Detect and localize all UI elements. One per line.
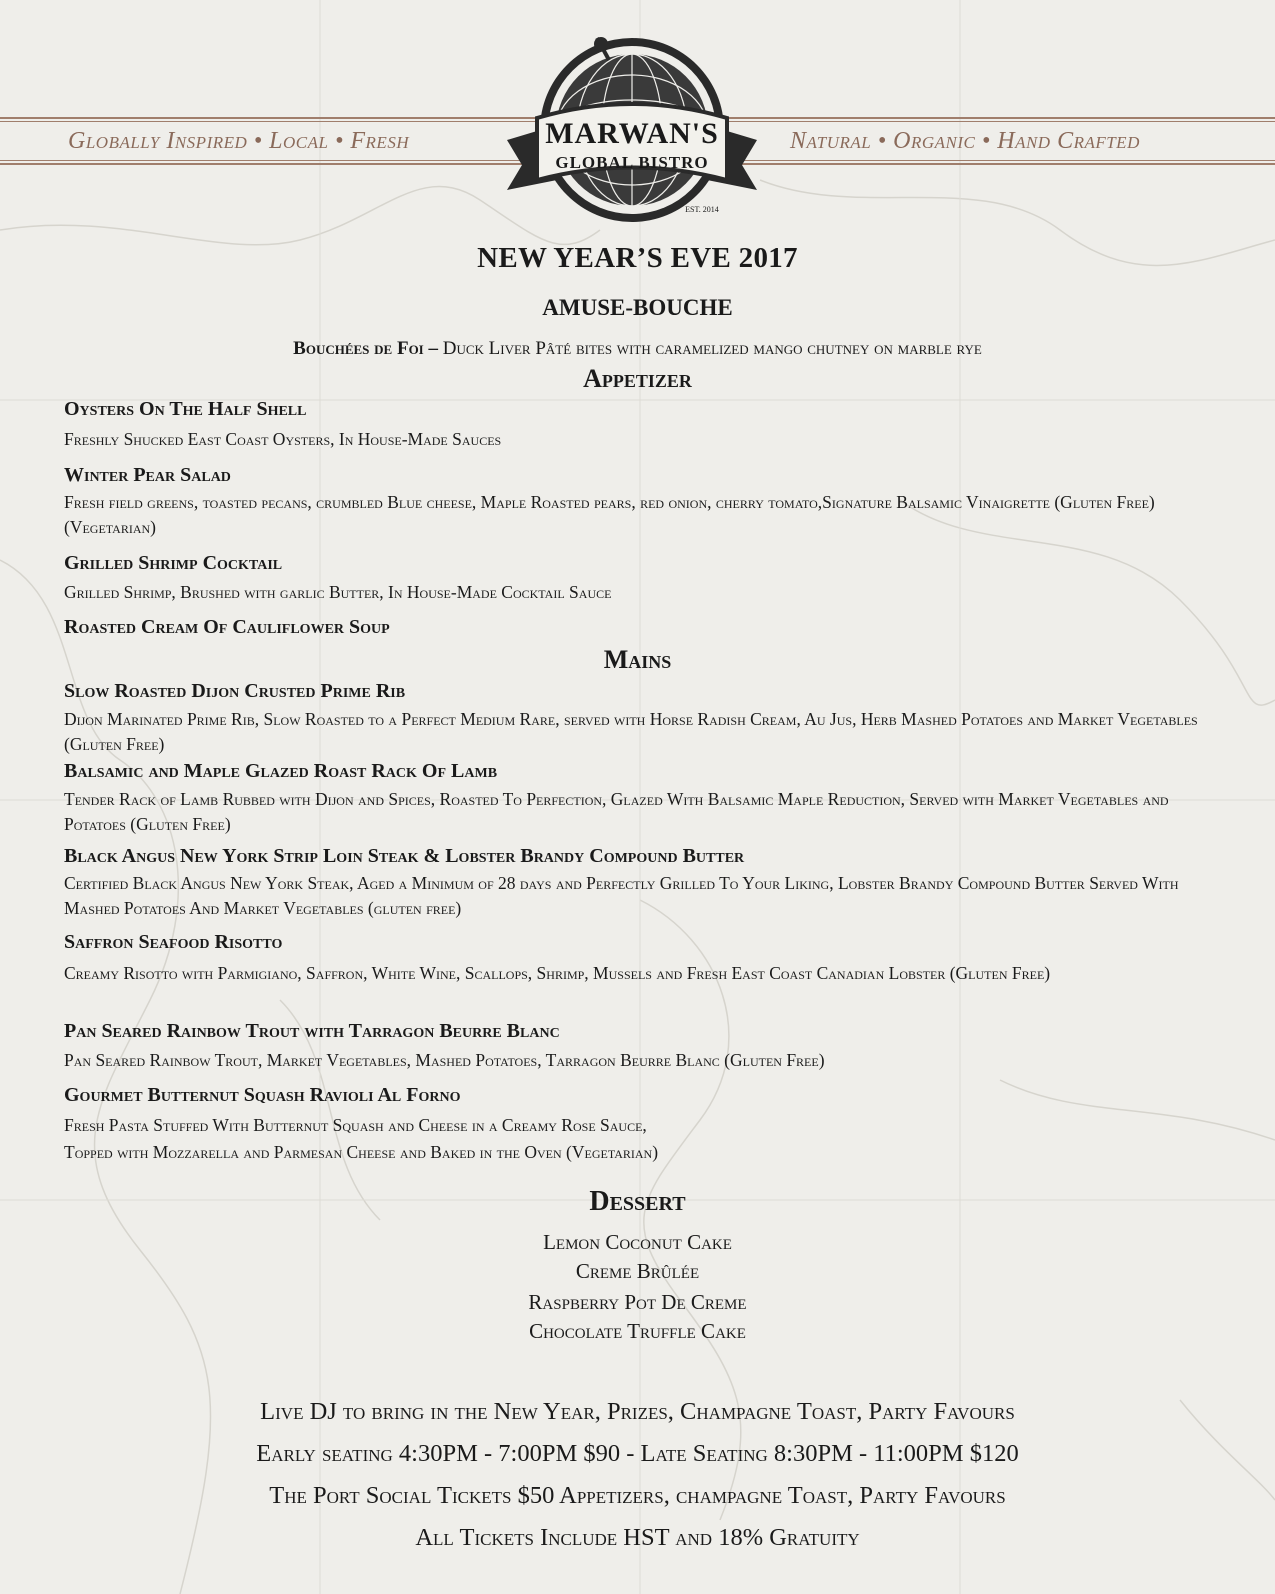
footer-events: Live DJ to bring in the New Year, Prizes, Champagne Toast, Party Favours	[260, 1398, 1015, 1425]
menu-item-name: Grilled Shrimp Cocktail	[64, 552, 283, 574]
menu-item-description-line1: Fresh Pasta Stuffed With Butternut Squash and Cheese in a Creamy Rose Sauce,	[64, 1115, 647, 1135]
dessert-item: Chocolate Truffle Cake	[529, 1319, 746, 1343]
page-title: NEW YEAR’S EVE 2017	[477, 242, 798, 274]
tagline-left: Globally Inspired • Local • Fresh	[68, 128, 410, 154]
amuse-item-name: Bouchées de Foi	[293, 338, 424, 359]
dessert-item: Creme Brûlée	[575, 1259, 700, 1283]
menu-item-description: Freshly Shucked East Coast Oysters, In House-Made Sauces	[64, 429, 502, 449]
menu-item-name: Gourmet Butternut Squash Ravioli Al Forno	[64, 1084, 461, 1106]
footer-tickets: All Tickets Include HST and 18% Gratuity	[415, 1524, 860, 1551]
menu-item-name: Black Angus New York Strip Loin Steak & Lobster Brandy Compound Butter	[64, 845, 745, 867]
dessert-heading: Dessert	[589, 1186, 686, 1217]
appetizer-heading: Appetizer	[583, 364, 692, 393]
menu-item-description: Grilled Shrimp, Brushed with garlic Butter, In House-Made Cocktail Sauce	[64, 582, 612, 602]
menu-item-description: Creamy Risotto with Parmigiano, Saffron, White Wine, Scallops, Shrimp, Mussels and Fresh East Coast Canadian Lobster (Gluten Free)	[64, 963, 1051, 983]
menu-item-name: Roasted Cream Of Cauliflower Soup	[64, 616, 390, 638]
menu-item-name: Pan Seared Rainbow Trout with Tarragon Beurre Blanc	[64, 1020, 560, 1042]
menu-item-description: Pan Seared Rainbow Trout, Market Vegetables, Mashed Potatoes, Tarragon Beurre Blanc (Gluten Free)	[64, 1050, 825, 1070]
tagline-right: Natural • Organic • Hand Crafted	[790, 128, 1140, 154]
footer-seating: Early seating 4:30PM - 7:00PM $90 - Late Seating 8:30PM - 11:00PM $120	[256, 1440, 1019, 1467]
amuse-item	[0, 338, 1275, 360]
dessert-item: Raspberry Pot De Creme	[528, 1290, 747, 1314]
mains-heading: Mains	[603, 645, 672, 674]
amuse-heading: AMUSE-BOUCHE	[542, 295, 733, 320]
menu-item-description: Fresh field greens, toasted pecans, crumbled Blue cheese, Maple Roasted pears, red onion, cherry tomato,Signature Balsamic Vinaigrette (Gluten Free) (Vegetarian)	[64, 492, 1155, 537]
menu-item-description: Certified Black Angus New York Steak, Aged a Minimum of 28 days and Perfectly Grilled To Your Liking, Lobster Brandy Compound Butter Served With Mashed Potatoes And Market Vegetables (gluten free)	[64, 873, 1179, 918]
bistro-logo	[497, 30, 767, 240]
menu-item-name: Slow Roasted Dijon Crusted Prime Rib	[64, 680, 406, 702]
menu-item-name: Oysters On The Half Shell	[64, 398, 307, 420]
menu-item-name: Winter Pear Salad	[64, 464, 231, 486]
amuse-item-description: Duck Liver Pâté bites with caramelized mango chutney on marble rye	[442, 338, 982, 359]
dessert-item: Lemon Coconut Cake	[543, 1230, 732, 1254]
logo-est: EST. 2014	[685, 205, 719, 214]
menu-item-description: Dijon Marinated Prime Rib, Slow Roasted to a Perfect Medium Rare, served with Horse Radish Cream, Au Jus, Herb Mashed Potatoes and Market Vegetables (Gluten Free)	[64, 709, 1198, 754]
logo-name: MARWAN'S	[545, 117, 719, 150]
menu-item-name: Saffron Seafood Risotto	[64, 931, 283, 953]
menu-item-description: Tender Rack of Lamb Rubbed with Dijon and Spices, Roasted To Perfection, Glazed With Balsamic Maple Reduction, Served with Market Vegetables and Potatoes (Gluten Free)	[64, 789, 1169, 834]
amuse-separator: –	[423, 338, 443, 359]
footer-port-social: The Port Social Tickets $50 Appetizers, champagne Toast, Party Favours	[269, 1482, 1006, 1509]
menu-item-description-line2: Topped with Mozzarella and Parmesan Cheese and Baked in the Oven (Vegetarian)	[64, 1142, 659, 1162]
logo-subtitle: GLOBAL BISTRO	[555, 153, 709, 172]
menu-item-name: Balsamic and Maple Glazed Roast Rack Of Lamb	[64, 760, 498, 782]
